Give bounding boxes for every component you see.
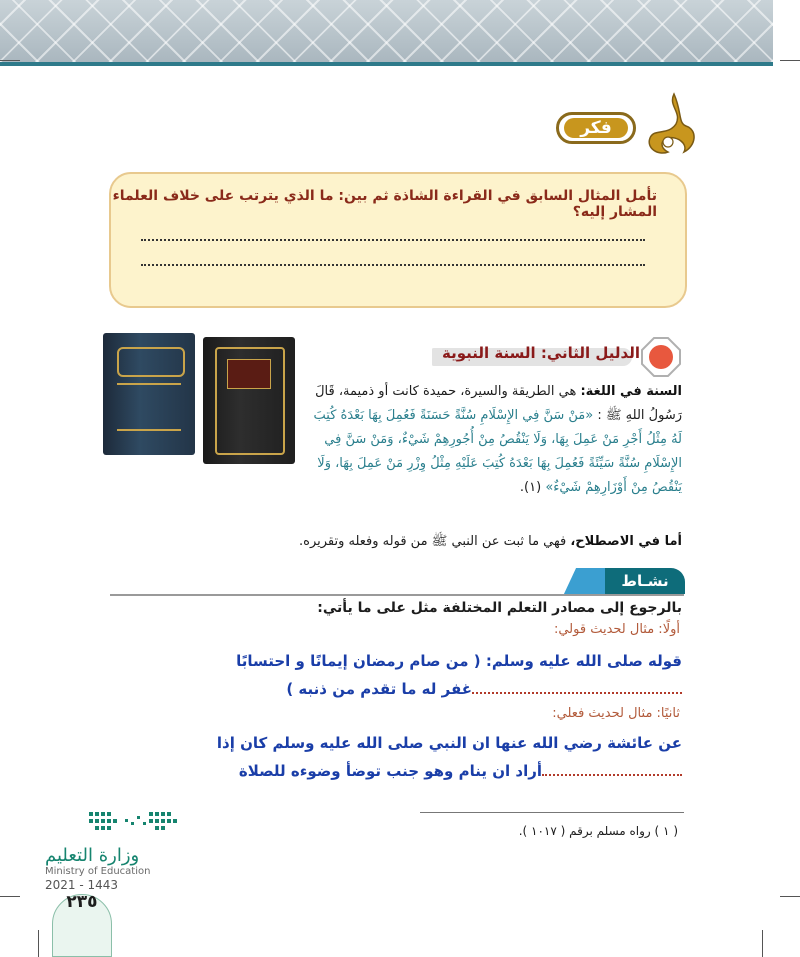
answer-line[interactable] xyxy=(141,264,645,266)
footnote: ( ١ ) رواه مسلم برقم ( ١٠١٧ ). xyxy=(518,824,678,838)
think-label: فكر xyxy=(564,118,628,138)
answer-dots xyxy=(472,682,682,694)
second-example-label: ثانيًا: مثال لحديث فعلي: xyxy=(552,706,680,721)
hadith-line: الإِسْلَامِ سُنَّةً سَيِّئَةً فَعُمِلَ بِهَا بَعْدَهُ كُتِبَ عَلَيْهِ مِثْلُ وِزْرِ مَنْ عَمِلَ بِهَا، وَلَا xyxy=(317,456,682,471)
term-lead: أما في الاصطلاح، xyxy=(570,534,682,549)
footnote-ref: (١). xyxy=(519,480,546,495)
lang-definition xyxy=(102,380,682,500)
think-question: تأمل المثال السابق في القراءة الشاذة ثم بين: ما الذي يترتب على خلاف العلماء المشار إليه؟ xyxy=(112,188,657,220)
crop-mark xyxy=(0,896,20,897)
octagon-icon xyxy=(640,336,682,378)
think-badge xyxy=(552,90,702,160)
activity-intro: بالرجوع إلى مصادر التعلم المختلفة مثل على ما يأتي: xyxy=(317,600,682,616)
header-banner xyxy=(0,0,773,62)
section-title: الدليل الثاني: السنة النبوية xyxy=(442,344,640,362)
crop-mark xyxy=(780,896,800,897)
ministry-year: 2021 - 1443 xyxy=(45,878,119,892)
lang-text: هي الطريقة والسيرة، حميدة كانت أو ذميمة، قَالَ xyxy=(315,384,581,399)
think-pill xyxy=(556,112,636,144)
crop-mark xyxy=(762,930,763,957)
handwritten-answer-line xyxy=(286,680,682,698)
crop-mark xyxy=(0,60,20,61)
ornament-icon xyxy=(638,90,702,160)
crop-mark xyxy=(780,60,800,61)
activity-label: نشـاط xyxy=(605,568,685,594)
lang-lead: السنة في اللغة: xyxy=(580,384,682,399)
footnote-rule xyxy=(420,812,684,813)
ministry-logo-icon xyxy=(85,808,185,838)
book-ornament xyxy=(117,347,185,377)
crop-mark xyxy=(38,930,39,957)
ministry-name-en: Ministry of Education xyxy=(45,866,151,877)
term-definition xyxy=(102,530,682,554)
handwritten-answer: غفر له ما تقدم من ذنبه ) xyxy=(286,680,472,698)
answer-dots xyxy=(542,764,682,776)
first-example-label: أولًا: مثال لحديث قولي: xyxy=(553,622,680,637)
handwritten-answer: أراد ان ينام وهو جنب توضأ وضوءه للصلاة xyxy=(238,762,542,780)
ministry-name-ar: وزارة التعليم xyxy=(45,845,140,866)
term-text: فهي ما ثبت عن النبي ﷺ من قوله وفعله وتقريره. xyxy=(299,534,571,549)
handwritten-answer: قوله صلى الله عليه وسلم: ( من صام رمضان إيمانًا و احتسابًا xyxy=(236,652,682,670)
handwritten-answer-line xyxy=(239,762,682,780)
think-box xyxy=(109,172,687,308)
header-rule xyxy=(0,62,773,66)
hadith-line: «مَنْ سَنَّ فِي الإِسْلَامِ سُنَّةً حَسَنَةً فَعُمِلَ بِهَا بَعْدَهُ كُتِبَ xyxy=(313,408,594,423)
hadith-line: لَهُ مِثْلُ أَجْرِ مَنْ عَمِلَ بِهَا، وَلَا يَنْقُصُ مِنْ أُجُورِهِمْ شَيْءٌ، وَمَنْ سَنَّ فِي xyxy=(324,432,682,447)
answer-line[interactable] xyxy=(141,239,645,241)
hadith-line: يَنْقُصُ مِنْ أَوْزَارِهِمْ شَيْءٌ» xyxy=(545,480,682,495)
prophet-ref: رَسُولُ اللهِ ﷺ : xyxy=(593,408,682,423)
page-number: ٢٣٥ xyxy=(66,892,98,912)
handwritten-answer: عن عائشة رضي الله عنها ان النبي صلى الله عليه وسلم كان إذا xyxy=(216,734,682,752)
